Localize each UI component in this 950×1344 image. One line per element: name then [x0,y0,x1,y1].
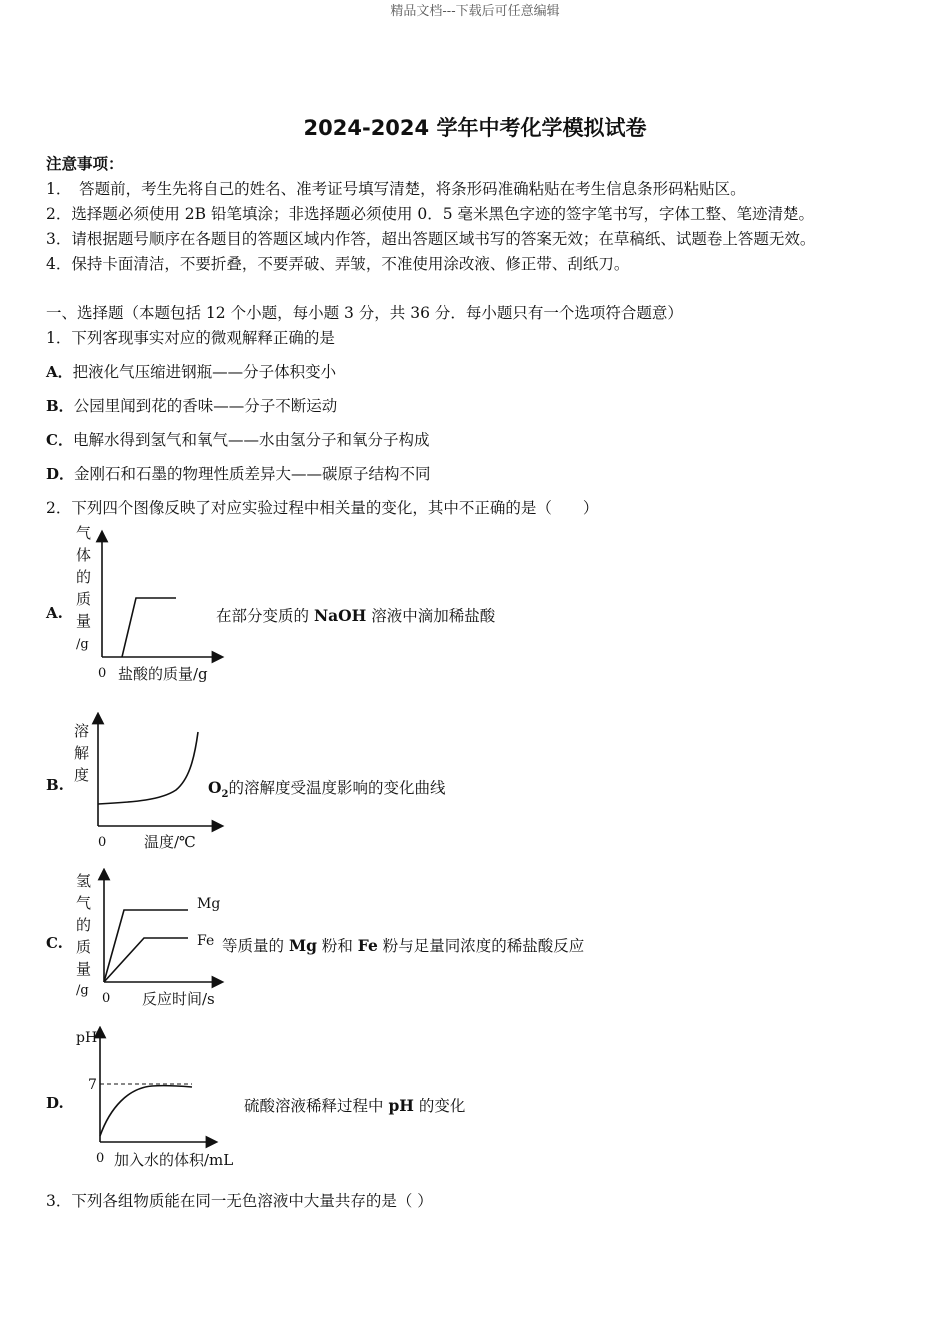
y-label-char: 气 [76,894,92,912]
notice-item: 3．请根据题号顺序在各题目的答题区域内作答，超出答题区域书写的答案无效；在草稿纸、试题卷上答题无效。 [46,230,816,248]
origin-label: 0 [102,991,111,1006]
q2-option-b-letter[interactable]: B. [46,776,64,794]
y-label-char: 度 [74,766,90,784]
graph-b [66,712,226,854]
origin-label: 0 [96,1151,105,1166]
q1-option-a[interactable]: A．把液化气压缩进钢瓶——分子体积变小 [46,363,337,381]
question-3-stem: 3．下列各组物质能在同一无色溶液中大量共存的是（ ） [46,1192,433,1210]
q2-option-b-caption: $O_2$的溶解度受温度影响的变化曲线 [208,778,446,801]
q2-option-a-caption: 在部分变质的 NaOH 溶液中滴加稀盐酸 [216,606,496,625]
curve [100,1086,192,1136]
y-label-char: 量 [76,960,92,978]
x-label: 加入水的体积/mL [114,1151,234,1169]
y-label-unit: /g [76,637,89,652]
curve-mg [104,910,188,982]
series-label-mg: Mg [197,896,221,912]
q1-option-c[interactable]: C．电解水得到氢气和氧气——水由氢分子和氧分子构成 [46,431,430,449]
section-heading: 一、选择题（本题包括 12 个小题，每小题 3 分，共 36 分．每小题只有一个选项符合题意） [46,304,683,322]
curve [98,732,198,804]
y-label-unit: /g [76,983,89,998]
y-label-char: 质 [76,590,92,608]
notice-heading: 注意事项： [46,154,124,173]
q1-option-b[interactable]: B．公园里闻到花的香味——分子不断运动 [46,397,338,415]
header-note: 精品文档---下载后可任意编辑 [390,4,560,19]
q2-option-a-letter[interactable]: A. [46,604,63,622]
tick-label-7: 7 [88,1077,97,1093]
y-label-char: 体 [76,546,92,564]
notice-item: 4．保持卡面清洁，不要折叠，不要弄破、弄皱，不准使用涂改液、修正带、刮纸刀。 [46,255,630,273]
y-label-char: 溶 [74,722,90,740]
page-title: 2024-2024 学年中考化学模拟试卷 [303,116,647,140]
curve-fe [104,938,188,982]
y-label-char: 氢 [76,872,92,890]
x-label: 盐酸的质量/g [118,665,208,683]
q2-option-c-letter[interactable]: C. [46,934,63,952]
x-label: 反应时间/s [142,990,215,1008]
notice-item: 1． 答题前，考生先将自己的姓名、准考证号填写清楚，将条形码准确粘贴在考生信息条形码粘贴区。 [46,180,746,198]
question-2-stem: 2．下列四个图像反映了对应实验过程中相关量的变化，其中不正确的是（ ） [46,499,599,517]
y-label-char: 气 [76,524,92,542]
series-label-fe: Fe [197,933,215,949]
y-label: pH [76,1030,98,1046]
y-label-char: 量 [76,612,92,630]
graph-d [66,1026,256,1174]
q1-option-d[interactable]: D．金刚石和石墨的物理性质差异大——碳原子结构不同 [46,465,431,483]
origin-label: 0 [98,666,107,681]
y-label-char: 的 [76,568,92,586]
graph-a [66,522,226,687]
x-label: 温度/℃ [144,833,196,851]
y-label-char: 的 [76,916,92,934]
graph-c [66,868,228,1014]
y-label-char: 解 [74,744,90,762]
q2-option-c-caption: 等质量的 Mg 粉和 Fe 粉与足量同浓度的稀盐酸反应 [222,936,585,955]
notice-item: 2．选择题必须使用 2B 铅笔填涂；非选择题必须使用 0．5 毫米黑色字迹的签字笔书写，字体工整、笔迹清楚。 [46,205,815,223]
curve [122,598,176,657]
q2-option-d-letter[interactable]: D. [46,1094,64,1112]
y-label-char: 质 [76,938,92,956]
question-1-stem: 1．下列客现事实对应的微观解释正确的是 [46,329,335,347]
q2-option-d-caption: 硫酸溶液稀释过程中 pH 的变化 [244,1096,466,1115]
origin-label: 0 [98,835,107,850]
